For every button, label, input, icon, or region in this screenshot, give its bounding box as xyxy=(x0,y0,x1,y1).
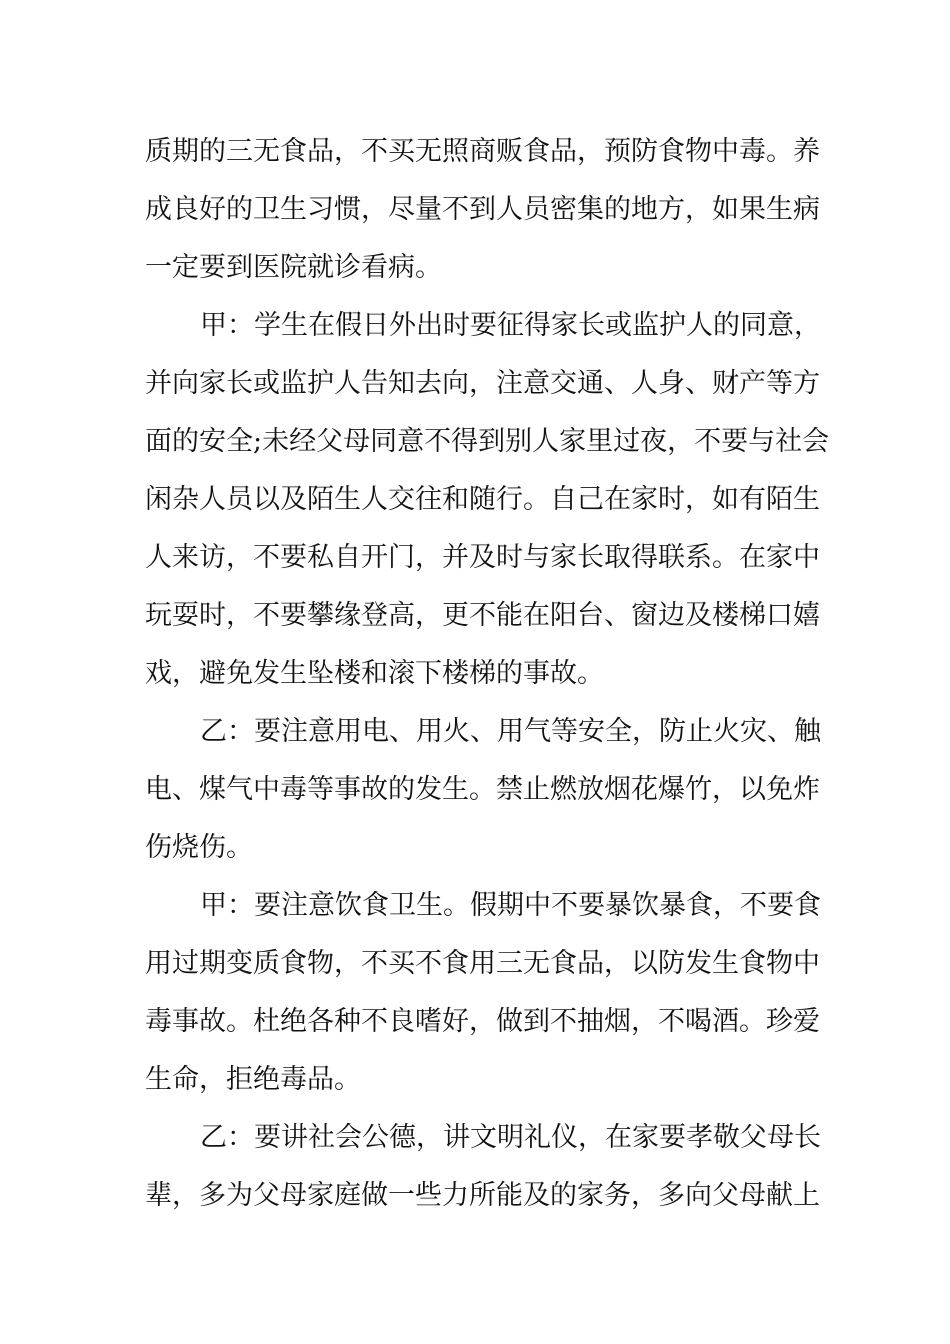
text-line: 一定要到医院就诊看病。 xyxy=(145,252,442,283)
text-line: 乙：要讲社会公德，讲文明礼仪，在家要孝敬父母长 xyxy=(200,1122,821,1153)
text-line: 面的安全;未经父母同意不得到别人家里过夜，不要与社会 xyxy=(145,426,830,457)
text-line: 并向家长或监护人告知去向，注意交通、人身、财产等方 xyxy=(145,368,820,399)
text-line: 成良好的卫生习惯，尽量不到人员密集的地方，如果生病 xyxy=(145,194,820,225)
text-line: 用过期变质食物，不买不食用三无食品，以防发生食物中 xyxy=(145,948,820,979)
text-line: 闲杂人员以及陌生人交往和随行。自己在家时，如有陌生 xyxy=(145,484,820,515)
text-line: 电、煤气中毒等事故的发生。禁止燃放烟花爆竹，以免炸 xyxy=(145,774,820,805)
text-line: 甲：要注意饮食卫生。假期中不要暴饮暴食，不要食 xyxy=(200,890,821,921)
text-line: 甲：学生在假日外出时要征得家长或监护人的同意， xyxy=(200,310,821,341)
text-line: 人来访，不要私自开门，并及时与家长取得联系。在家中 xyxy=(145,542,820,573)
text-line: 玩耍时，不要攀缘登高，更不能在阳台、窗边及楼梯口嬉 xyxy=(145,600,820,631)
text-line: 辈，多为父母家庭做一些力所能及的家务，多向父母献上 xyxy=(145,1180,820,1211)
text-line: 毒事故。杜绝各种不良嗜好，做到不抽烟，不喝酒。珍爱 xyxy=(145,1006,820,1037)
text-line: 戏，避免发生坠楼和滚下楼梯的事故。 xyxy=(145,658,604,689)
text-line: 质期的三无食品，不买无照商贩食品，预防食物中毒。养 xyxy=(145,136,820,167)
text-line: 生命，拒绝毒品。 xyxy=(145,1064,361,1095)
text-line: 乙：要注意用电、用火、用气等安全，防止火灾、触 xyxy=(200,716,821,747)
text-line: 伤烧伤。 xyxy=(145,832,253,863)
